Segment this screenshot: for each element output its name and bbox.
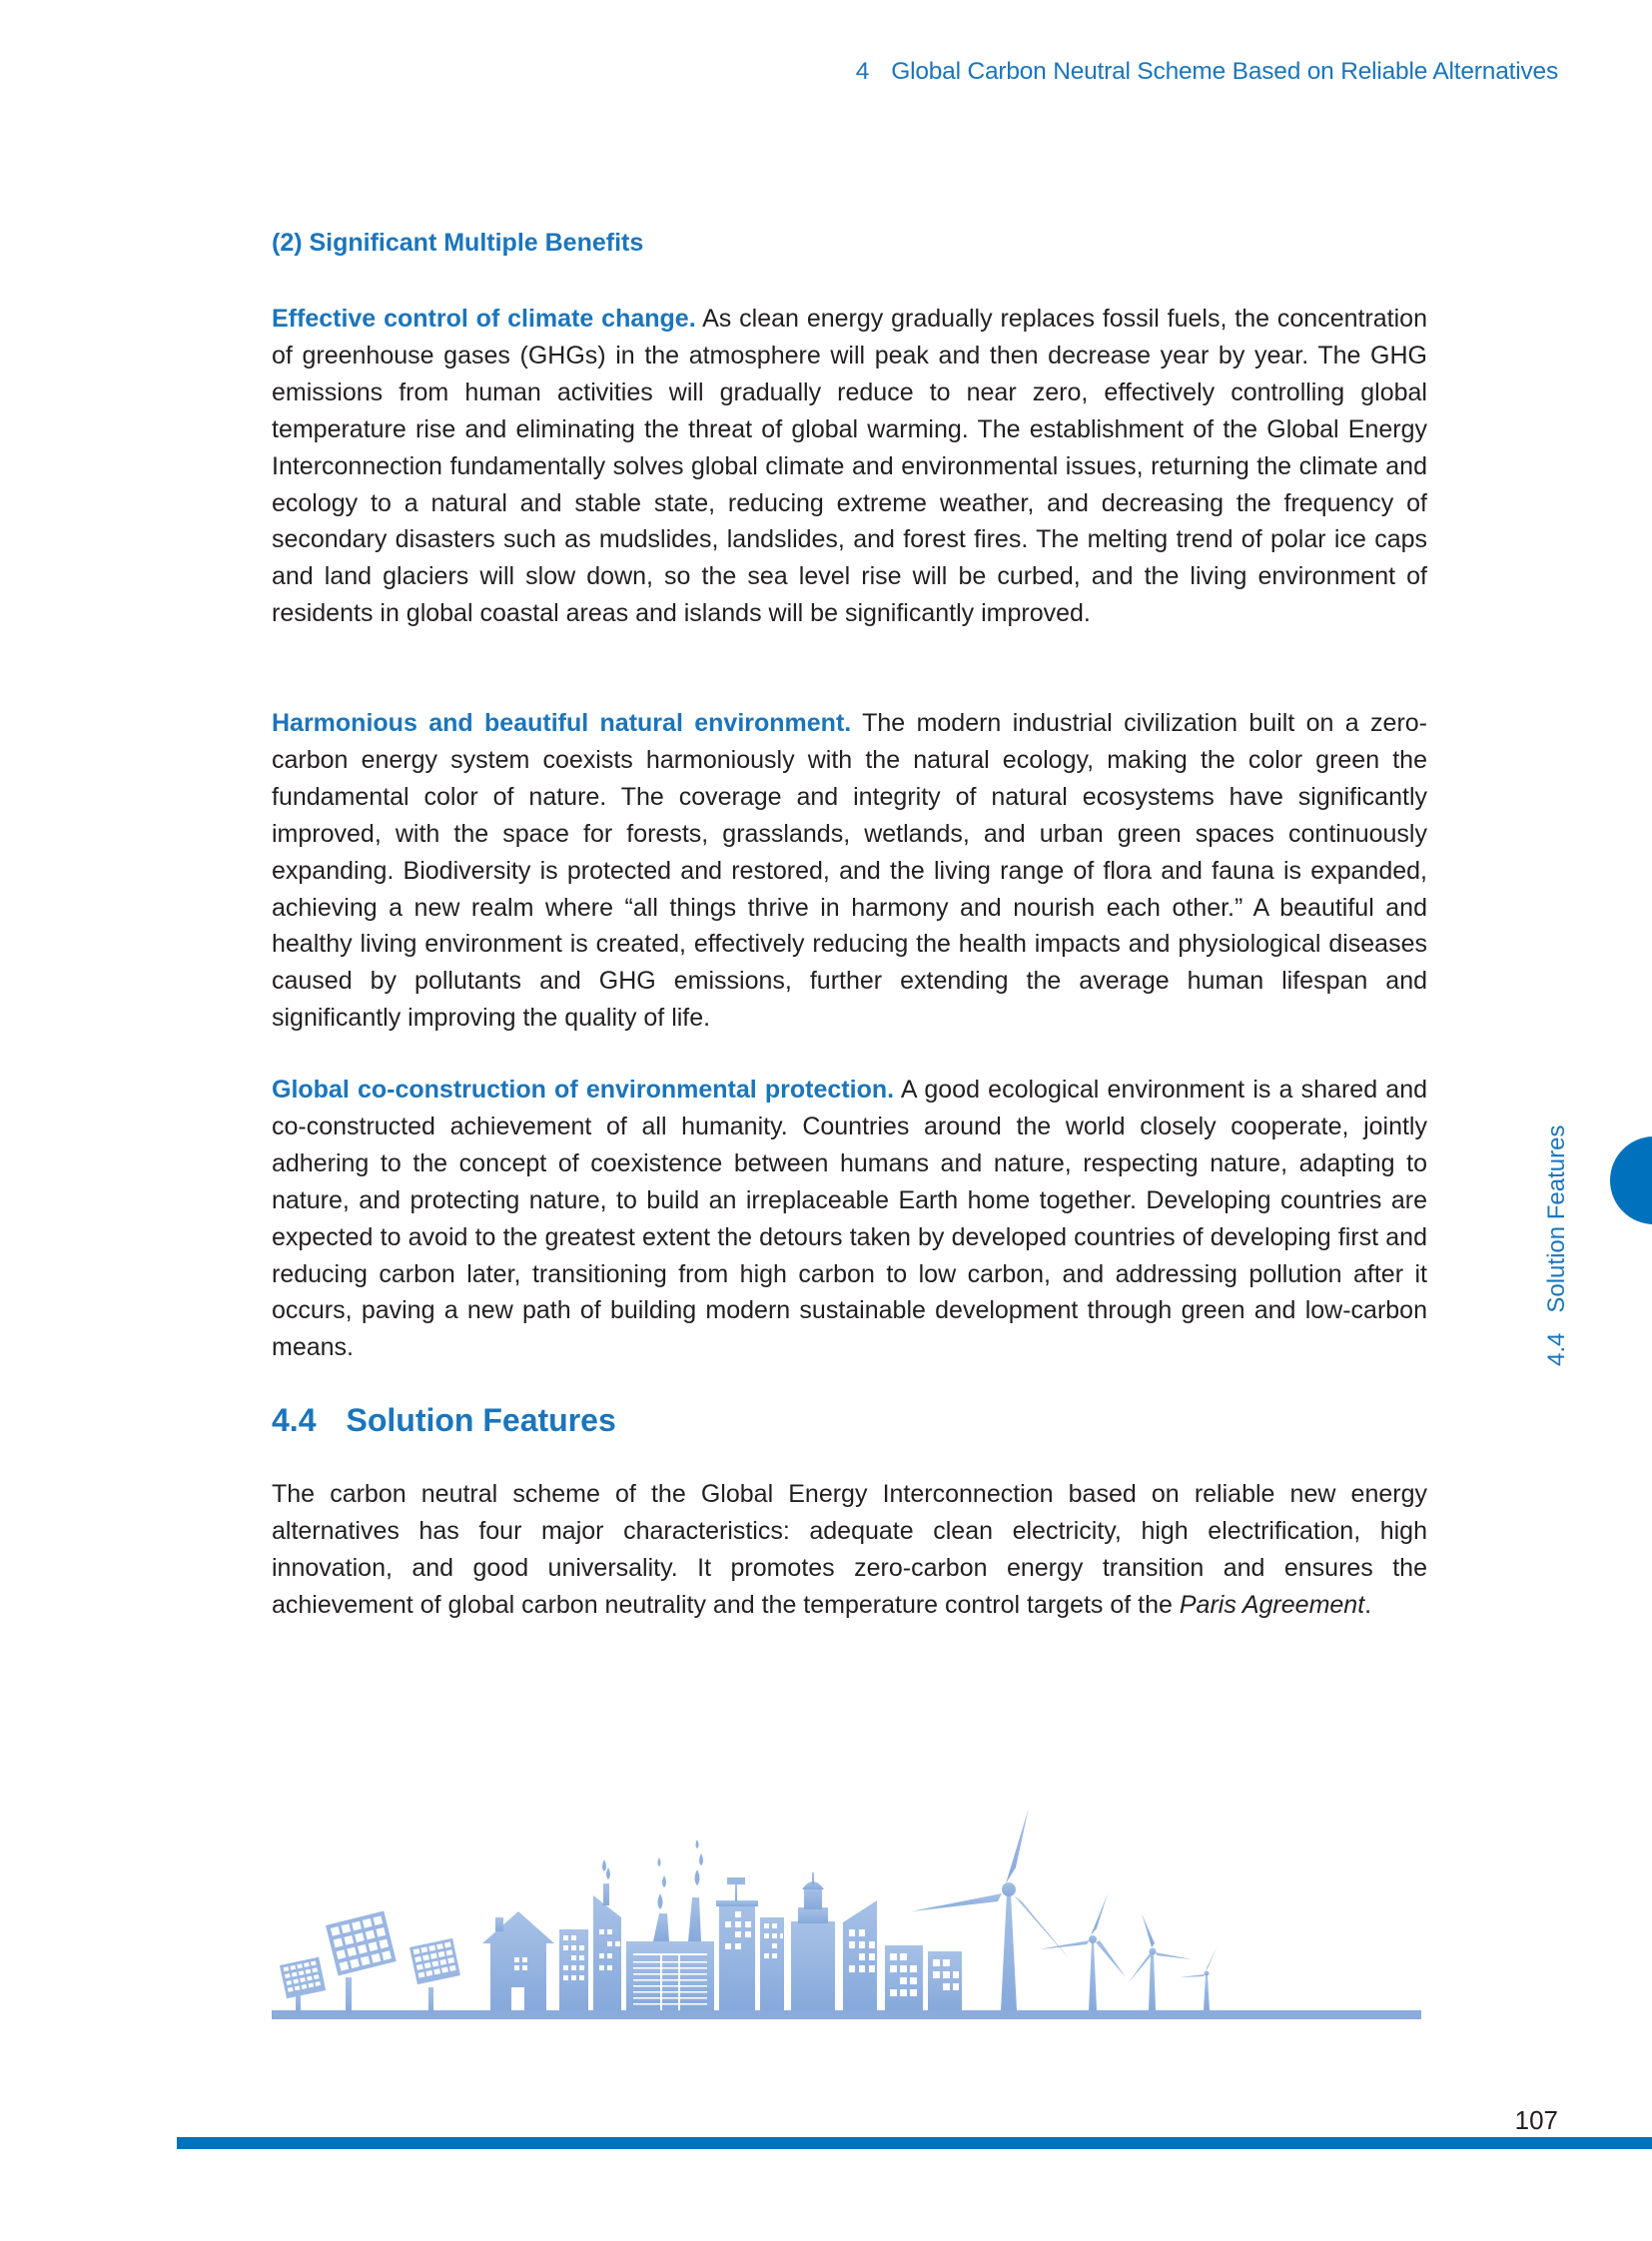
side-section-label — [1543, 1125, 1571, 1366]
section-heading — [272, 1402, 616, 1439]
chimney-building-icon — [593, 1860, 621, 2010]
house-icon — [482, 1911, 554, 2010]
page-number: 107 — [1514, 2105, 1558, 2135]
paragraph-text: A good ecological environment is a shared and co-constructed achievement of all humanity. Countries around the world closely cooperate, jointly adhering to the concept of coexistence between humans and nature, respecting nature, adapting to nature, and protecting nature, to build an irreplaceable Earth home together. Developing countries are expected to avoid to the greatest extent the detours taken by developed countries of developing first and reducing carbon later, transitioning from high carbon to low carbon, and addressing pollution after it occurs, paving a new path of building modern sustainable development through green and low-carbon means. — [272, 1076, 1427, 1362]
factory-icon — [626, 1840, 714, 2010]
paragraph-climate-change — [272, 301, 1427, 632]
wind-turbine-icon — [1129, 1913, 1192, 2010]
paragraph-solution-features — [272, 1476, 1427, 1624]
paragraph-lead: Effective control of climate change. — [272, 305, 696, 333]
side-section-title: Solution Features — [1543, 1124, 1570, 1313]
paragraph-natural-environment — [272, 705, 1427, 1037]
chapter-number: 4 — [855, 58, 870, 85]
office-building-icon — [928, 1951, 962, 2010]
solar-panel-icon — [280, 1957, 326, 2012]
footer-bar — [177, 2137, 1652, 2149]
paragraph-text: The modern industrial civilization built on a zero-carbon energy system coexists harmoniously with the natural ecology, making the color green the fundamental color of nature. The coverage and integrity of natural ecosystems have significantly improved, with the space for forests, grasslands, wetlands, and urban green spaces continuously expanding. Biodiversity is protected and restored, and the living range of flora and fauna is expanded, achieving a new realm where “all things thrive in harmony and nourish each other.” A beautiful and healthy living environment is created, effectively reducing the health impacts and physiological diseases caused by pollutants and GHG emissions, further extending the average human lifespan and significantly improving the quality of life. — [272, 709, 1427, 1033]
ground-line — [272, 2010, 1421, 2019]
office-building-icon — [885, 1945, 923, 2010]
paragraph-lead: Global co-construction of environmental protection. — [272, 1076, 895, 1104]
side-tab-marker — [1610, 1136, 1652, 1224]
paragraph-lead: Harmonious and beautiful natural environment. — [272, 709, 852, 737]
office-building-icon — [716, 1877, 758, 2010]
office-building-icon — [843, 1900, 877, 2010]
paragraph-text: The carbon neutral scheme of the Global Energy Interconnection based on reliable new energy alternatives has four major characteristics: adequate clean electricity, high electrification, high innovation, and good universality. It promotes zero-carbon energy transition and ensures the achievement of global carbon neutrality and the temperature control targets of the — [272, 1480, 1427, 1619]
domed-tower-icon — [791, 1872, 835, 2010]
section-title: Solution Features — [346, 1402, 616, 1438]
side-section-number: 4.4 — [1543, 1332, 1570, 1366]
paris-agreement-italic: Paris Agreement — [1179, 1590, 1365, 1619]
paragraph-end: . — [1364, 1590, 1372, 1619]
solar-panel-icon — [410, 1938, 460, 2012]
chapter-title: Global Carbon Neutral Scheme Based on Reliable Alternatives — [891, 58, 1558, 85]
running-header — [856, 58, 1558, 86]
office-building-icon — [760, 1917, 784, 2010]
paragraph-environmental-protection — [272, 1072, 1427, 1366]
subsection-heading: (2) Significant Multiple Benefits — [272, 229, 644, 257]
wind-turbine-icon — [1180, 1945, 1226, 2010]
paragraph-text: As clean energy gradually replaces fossil fuels, the concentration of greenhouse gases (GHGs) in the atmosphere will peak and then decrease year by year. The GHG emissions from human activities will gradually reduce to near zero, effectively controlling global temperature rise and eliminating the threat of global warming. The establishment of the Global Energy Interconnection fundamentally solves global climate and environmental issues, returning the climate and ecology to a natural and stable state, reducing extreme weather, and decreasing the frequency of secondary disasters such as mudslides, landslides, and forest fires. The melting trend of polar ice caps and land glaciers will slow down, so the sea level rise will be curbed, and the living environment of residents in global coastal areas and islands will be significantly improved. — [272, 305, 1427, 628]
solar-panel-icon — [326, 1910, 397, 2012]
office-building-icon — [559, 1929, 588, 2010]
clean-energy-city-illustration — [272, 1698, 1427, 2027]
wind-turbine-icon — [1039, 1893, 1126, 2010]
section-number: 4.4 — [272, 1402, 317, 1438]
